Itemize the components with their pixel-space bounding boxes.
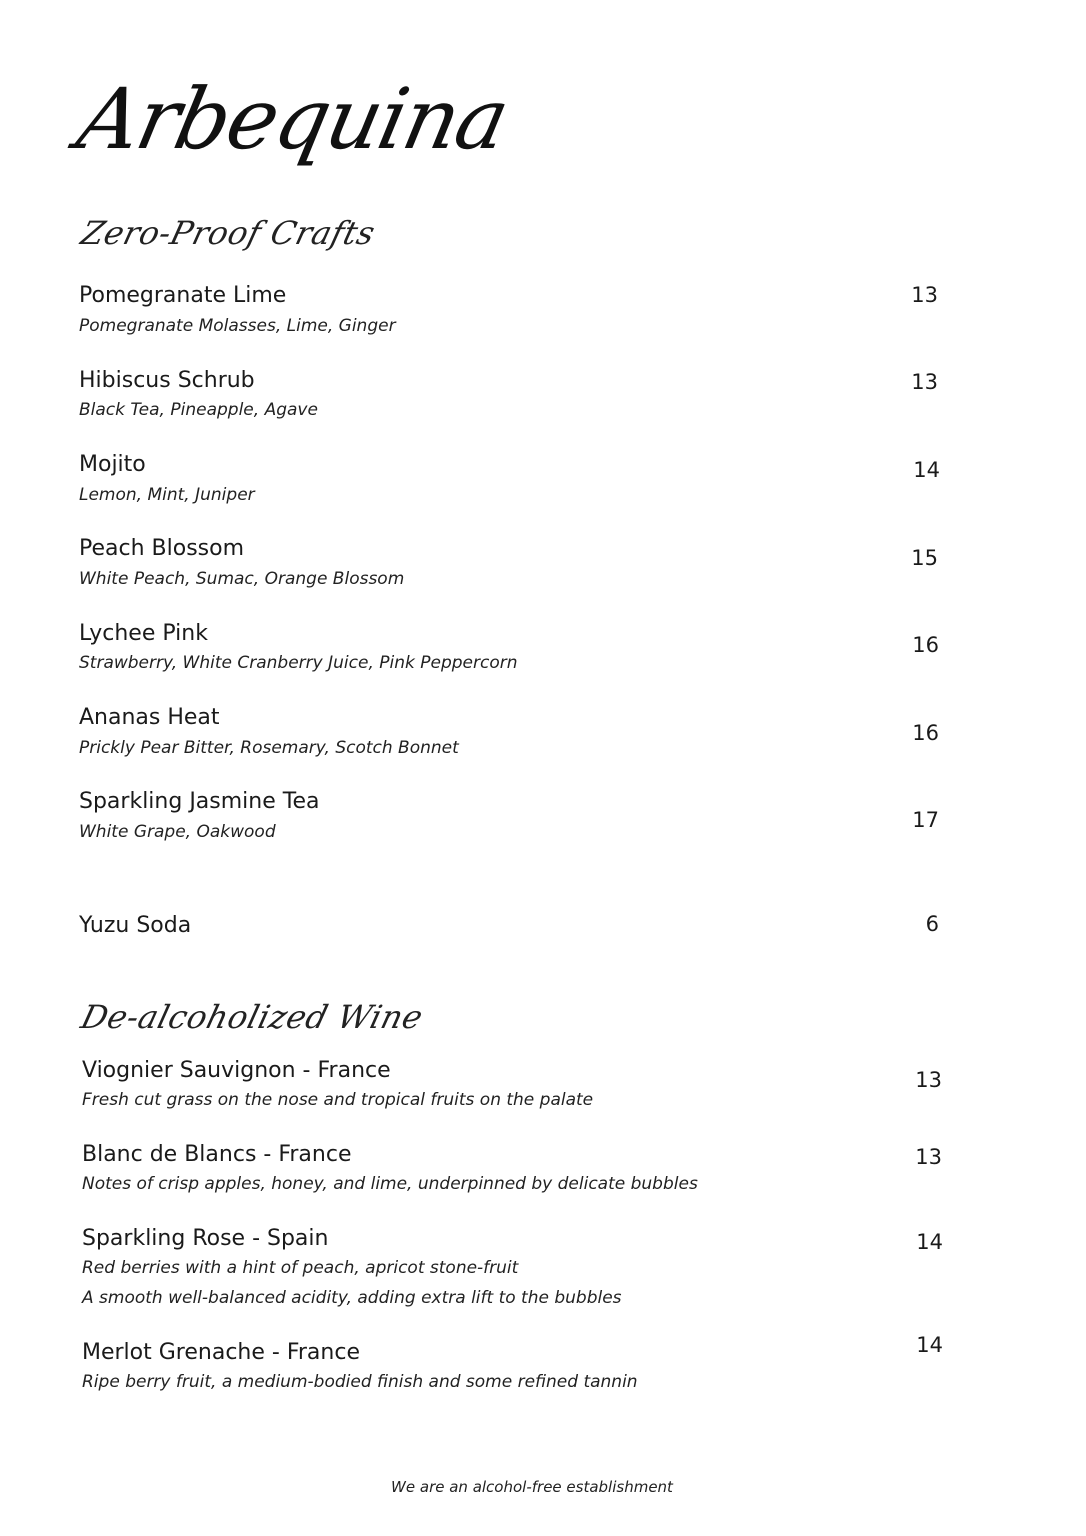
menu-item-description: Strawberry, White Cranberry Juice, Pink Peppercorn [79,653,518,673]
menu-item-description: Notes of crisp apples, honey, and lime, underpinned by delicate bubbles [82,1174,698,1194]
menu-item-name: Peach Blossom [79,536,245,561]
menu-item-description: Ripe berry fruit, a medium-bodied finish and some refined tannin [82,1372,638,1392]
menu-item-price: 15 [911,546,938,570]
menu-item-description: Prickly Pear Bitter, Rosemary, Scotch Bonnet [79,738,459,758]
menu-item-name: Sparkling Rose - Spain [82,1226,329,1251]
menu-item-description-line-2: A smooth well-balanced acidity, adding extra lift to the bubbles [82,1288,622,1308]
menu-item-description: Pomegranate Molasses, Lime, Ginger [79,316,396,336]
menu-item-name: Ananas Heat [79,705,220,730]
menu-item-price: 16 [912,721,939,745]
menu-item-description: White Peach, Sumac, Orange Blossom [79,569,405,589]
menu-item-name: Hibiscus Schrub [79,368,255,393]
menu-item-description: Red berries with a hint of peach, apricot stone-fruit [82,1258,519,1278]
section-title-dealcoholized-wine: De-alcoholized Wine [77,998,428,1036]
menu-item-price: 13 [911,283,938,307]
menu-item-description: White Grape, Oakwood [79,822,276,842]
menu-item-price: 13 [915,1068,942,1092]
menu-item-name: Viognier Sauvignon - France [82,1058,391,1083]
menu-item-name: Pomegranate Lime [79,283,287,308]
menu-item-name: Blanc de Blancs - France [82,1142,352,1167]
menu-item-price: 17 [912,808,939,832]
menu-item-description: Black Tea, Pineapple, Agave [79,400,318,420]
menu-item-description: Fresh cut grass on the nose and tropical fruits on the palate [82,1090,594,1110]
menu-item-price: 14 [916,1333,943,1357]
menu-item-name: Mojito [79,452,146,477]
menu-item-price: 13 [911,370,938,394]
menu-item-name: Lychee Pink [79,621,208,646]
menu-item-price: 13 [915,1145,942,1169]
menu-item-price: 16 [912,633,939,657]
menu-item-description: Lemon, Mint, Juniper [79,485,255,505]
menu-item-price: 14 [913,458,940,482]
footer-note: We are an alcohol-free establishment [391,1478,673,1496]
section-title-zero-proof: Zero-Proof Crafts [77,214,380,252]
menu-item-price: 14 [916,1230,943,1254]
menu-item-name: Yuzu Soda [79,913,192,938]
menu-item-name: Sparkling Jasmine Tea [79,789,320,814]
menu-item-name: Merlot Grenache - France [82,1340,360,1365]
restaurant-logo: Arbequina [69,70,516,168]
menu-item-price: 6 [925,912,939,936]
